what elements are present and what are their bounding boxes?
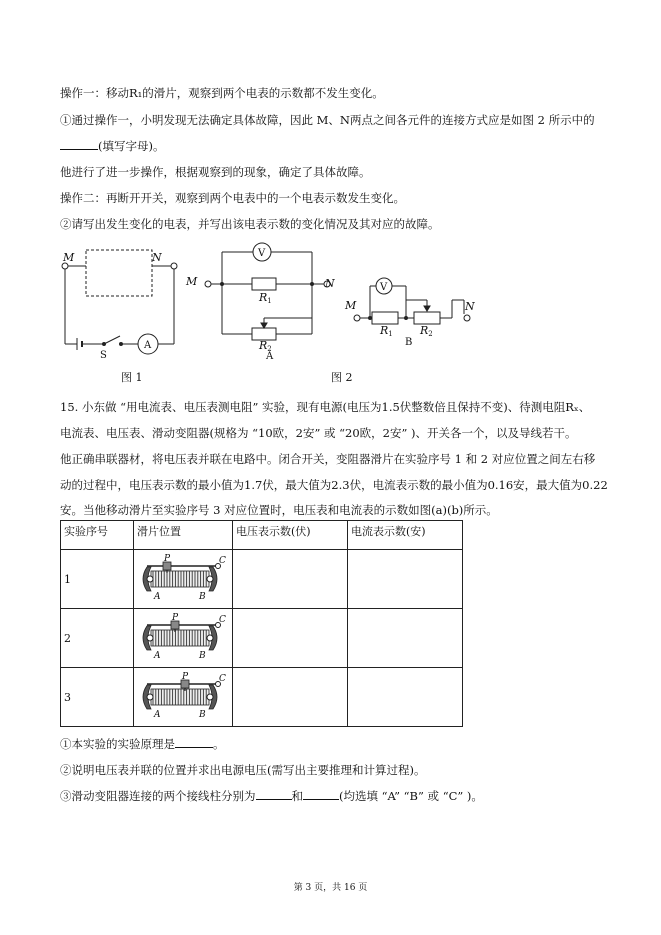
fig1-label-n: N xyxy=(152,251,162,264)
label-c: C xyxy=(219,673,226,684)
operation-1: 操作一：移动R₁的滑片，观察到两个电表的示数都不发生变化。 xyxy=(60,86,384,100)
label-p: P xyxy=(164,553,171,564)
q15-line-2: 电流表、电压表、滑动变阻器(规格为 “10欧，2安” 或 “20欧，2安” )、开关各一个，以及导线若干。 xyxy=(60,426,577,440)
row-seq: 2 xyxy=(61,609,134,668)
voltage-cell xyxy=(233,609,348,668)
q15-line-4: 动的过程中，电压表示数的最小值为1.7伏，最大值为2.3伏，电流表示数的最小值为0.16安，最大值为0.22 xyxy=(60,478,608,492)
label-a: A xyxy=(154,650,161,661)
table-row xyxy=(61,609,463,668)
row-seq: 1 xyxy=(61,550,134,609)
question-2: ②请写出发生变化的电表，并写出该电表示数的变化情况及其对应的故障。 xyxy=(60,217,440,231)
sub-question-2: ②说明电压表并联的位置并求出电源电压(需写出主要推理和计算过程)。 xyxy=(60,763,426,777)
label-a: A xyxy=(154,709,161,720)
figure-2-caption: 图 2 xyxy=(331,371,353,384)
q15-line-3: 他正确串联器材，将电压表并联在电路中。闭合开关，变阻器滑片在实验序号 1 和 2 对应位置之间左右移 xyxy=(60,452,596,466)
terminal-a xyxy=(147,576,153,582)
voltage-cell xyxy=(233,550,348,609)
header-voltage: 电压表示数(伏) xyxy=(233,521,348,550)
voltage-cell xyxy=(233,668,348,727)
sub-question-1-end: 。 xyxy=(213,737,225,751)
header-slider: 滑片位置 xyxy=(134,521,233,550)
question-1-text: ①通过操作一，小明发现无法确定具体故障，因此 M、N两点之间各元件的连接方式应是如图 2 所示中的 xyxy=(60,113,595,127)
fig1-label-m: M xyxy=(63,251,75,264)
fig2b-r2: R2 xyxy=(420,324,433,338)
figure-2b-circuit xyxy=(354,278,470,324)
sub-question-1 xyxy=(60,737,225,751)
label-a: A xyxy=(154,591,161,602)
question-1-cont xyxy=(60,139,164,153)
fig2b-label-n: N xyxy=(465,300,475,313)
q15-line-1: 15. 小东做 “用电流表、电压表测电阻” 实验，现有电源(电压为1.5伏整数倍且保持不变)、待测电阻Rₓ、 xyxy=(60,400,591,414)
figure-1-caption: 图 1 xyxy=(121,371,143,384)
label-c: C xyxy=(219,555,226,566)
header-seq: 实验序号 xyxy=(61,521,134,550)
terminal-b xyxy=(207,694,213,700)
rheostat-cell xyxy=(134,668,233,727)
circuit-a-label: A xyxy=(266,351,274,362)
rheostat-image xyxy=(137,671,227,721)
sub-question-3-end: (均选填 “A” “B” 或 “C” )。 xyxy=(339,789,483,803)
further-operation: 他进行了进一步操作，根据观察到的现象，确定了具体故障。 xyxy=(60,165,371,179)
fig2a-label-n: N xyxy=(325,277,335,290)
fig2b-label-m: M xyxy=(345,299,357,312)
table-row xyxy=(61,550,463,609)
label-b: B xyxy=(199,709,206,720)
table-row xyxy=(61,668,463,727)
page-footer: 第 3 页，共 16 页 xyxy=(293,883,368,893)
rheostat-image xyxy=(137,612,227,662)
question-1-suffix: (填写字母)。 xyxy=(98,139,165,153)
rheostat-cell xyxy=(134,609,233,668)
fig2a-voltmeter-label: V xyxy=(258,248,266,259)
sub-question-3-and: 和 xyxy=(291,789,303,803)
ammeter-symbol-label: A xyxy=(144,340,152,351)
fig2a-r1: R1 xyxy=(259,291,272,305)
figure-2a-circuit xyxy=(205,243,330,340)
sub-question-3-text: ③滑动变阻器连接的两个接线柱分别为 xyxy=(60,789,256,803)
row-seq: 3 xyxy=(61,668,134,727)
fig2b-r1: R1 xyxy=(380,324,393,338)
label-p: P xyxy=(182,671,189,682)
current-cell xyxy=(348,609,463,668)
label-p: P xyxy=(172,612,179,623)
experiment-table xyxy=(60,520,463,727)
label-b: B xyxy=(199,591,206,602)
figure-1-circuit xyxy=(62,250,177,354)
fig2a-label-m: M xyxy=(186,275,198,288)
header-current: 电流表示数(安) xyxy=(348,521,463,550)
switch-label: S xyxy=(100,350,107,361)
answer-blank xyxy=(303,789,339,800)
label-b: B xyxy=(199,650,206,661)
label-c: C xyxy=(219,614,226,625)
terminal-b xyxy=(207,635,213,641)
answer-blank xyxy=(175,737,213,748)
terminal-a xyxy=(147,694,153,700)
fig2a-r2: R2 xyxy=(259,339,272,353)
circuit-figures xyxy=(0,238,661,388)
fig2b-voltmeter-label: V xyxy=(380,282,388,293)
current-cell xyxy=(348,668,463,727)
sub-question-3 xyxy=(60,789,483,803)
current-cell xyxy=(348,550,463,609)
terminal-b xyxy=(207,576,213,582)
sub-question-1-text: ①本实验的实验原理是 xyxy=(60,737,175,751)
q15-line-5: 安。当他移动滑片至实验序号 3 对应位置时，电压表和电流表的示数如图(a)(b)所示。 xyxy=(60,503,498,517)
rheostat-image xyxy=(137,553,227,603)
operation-2: 操作二：再断开开关，观察到两个电表中的一个电表示数发生变化。 xyxy=(60,191,405,205)
question-1 xyxy=(60,113,595,127)
rheostat-cell xyxy=(134,550,233,609)
answer-blank xyxy=(60,139,98,150)
answer-blank xyxy=(256,789,292,800)
terminal-a xyxy=(147,635,153,641)
circuit-b-label: B xyxy=(405,337,413,348)
